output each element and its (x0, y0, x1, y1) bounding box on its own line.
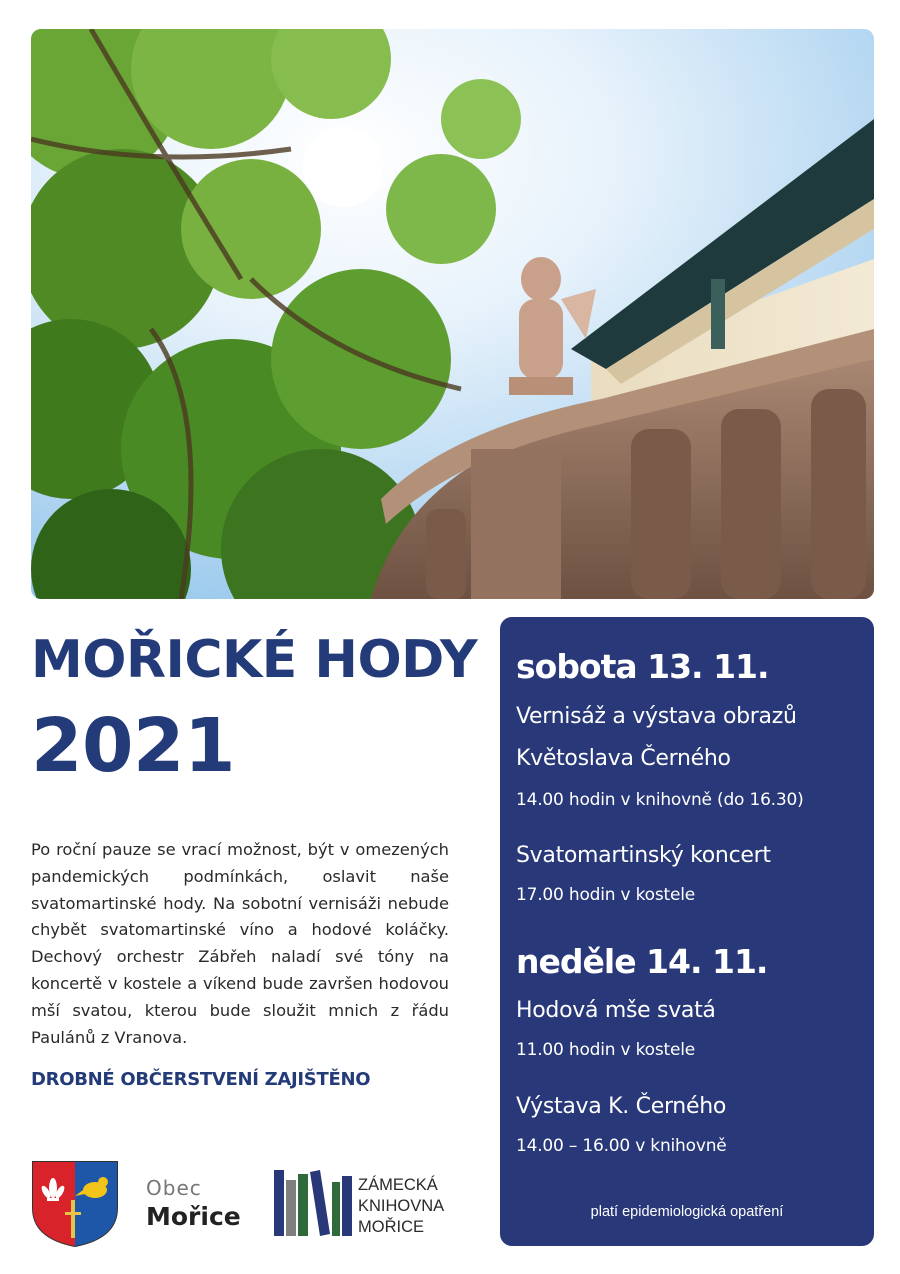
church-balcony-illustration (31, 29, 874, 599)
sunday-exhibition-title: Výstava K. Černého (516, 1094, 726, 1119)
intro-paragraph: Po roční pauze se vrací možnost, být v omezených pandemických podmínkách, oslavit naše svatomartinské hody. Na sobotní vernisáži nebude chybět svatomartinské víno a hodové koláčky. Dechový orchestr Zábřeh naladí své tóny na koncertě v kostele a víkend bude završen hodovou mší svatou, kterou bude sloužit mnich z řádu Paulánů z Vranova. (31, 840, 449, 1047)
sunday-exhibition-time: 14.00 – 16.00 v knihovně (516, 1136, 727, 1156)
refreshment-notice: DROBNÉ OBČERSTVENÍ ZAJIŠTĚNO (31, 1069, 371, 1090)
program-panel (500, 617, 874, 1246)
library-logo (274, 1168, 464, 1240)
sunday-heading: neděle 14. 11. (516, 942, 768, 981)
saturday-heading: sobota 13. 11. (516, 647, 769, 686)
exhibition-time: 14.00 hodin v knihovně (do 16.30) (516, 790, 804, 810)
obec-name: Mořice (146, 1202, 241, 1231)
obec-logo (146, 1176, 241, 1231)
library-name-line: MOŘICE (358, 1218, 424, 1236)
library-books-icon (274, 1168, 354, 1236)
mass-title: Hodová mše svatá (516, 998, 716, 1023)
epidemiology-note: platí epidemiologická opatření (590, 1204, 784, 1220)
exhibition-artist: Květoslava Černého (516, 746, 731, 771)
library-name-line: KNIHOVNA (358, 1197, 445, 1215)
village-coat-of-arms-icon (31, 1160, 119, 1248)
hero-photo (31, 29, 874, 599)
concert-title: Svatomartinský koncert (516, 843, 771, 868)
library-name-line: ZÁMECKÁ (358, 1176, 438, 1194)
title-line-name: MOŘICKÉ HODY (31, 630, 478, 690)
concert-time: 17.00 hodin v kostele (516, 885, 696, 905)
exhibition-title: Vernisáž a výstava obrazů (516, 704, 797, 729)
title-line-year: 2021 (31, 703, 235, 789)
event-title (31, 628, 477, 788)
mass-time: 11.00 hodin v kostele (516, 1040, 696, 1060)
library-name (358, 1175, 444, 1238)
obec-label: Obec (146, 1176, 202, 1200)
